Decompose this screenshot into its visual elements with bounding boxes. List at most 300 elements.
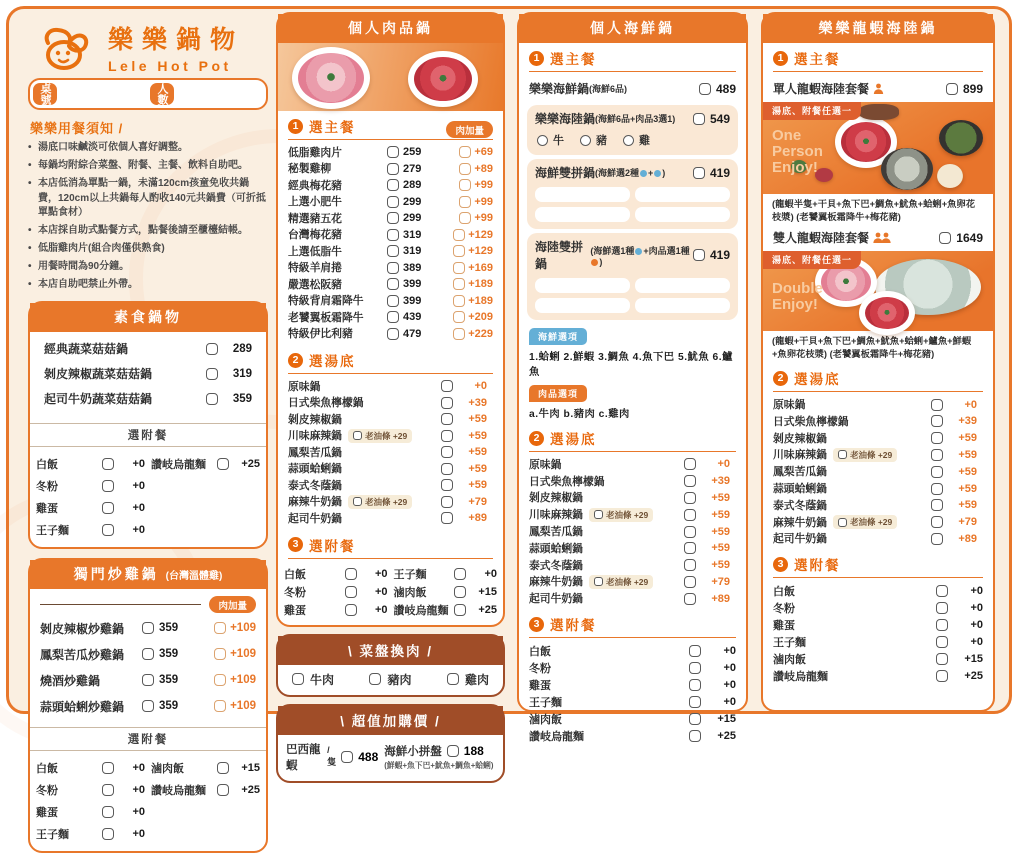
soup-name: 起司牛奶鍋 — [773, 533, 827, 546]
oil-stick-addon[interactable] — [348, 495, 412, 509]
side-price: +0 — [132, 502, 145, 514]
side-price: +0 — [723, 678, 736, 691]
side-price: +15 — [478, 585, 497, 598]
combo-choice-slots — [535, 278, 730, 313]
checkbox[interactable] — [387, 262, 399, 274]
soup-name: 起司牛奶鍋 — [288, 512, 342, 525]
vegetarian-items — [30, 332, 266, 419]
item-name: 樂樂海鮮鍋 — [529, 82, 590, 96]
checkbox[interactable] — [387, 295, 399, 307]
notice-item: • 本店採自助式點餐方式，點餐後請至櫃檯結帳。 — [28, 224, 268, 239]
checkbox-add-meat[interactable] — [214, 622, 226, 634]
soup-name: 原味鍋 — [773, 399, 806, 412]
checkbox[interactable] — [684, 559, 696, 571]
step-label: 選湯底 — [550, 432, 597, 447]
checkbox[interactable] — [693, 167, 705, 179]
chicken-items — [30, 615, 266, 723]
item-price: 549 — [709, 111, 730, 126]
side-name: 滷肉飯 — [393, 586, 427, 599]
soup-row — [278, 461, 503, 478]
radio[interactable] — [537, 135, 548, 146]
seafood-combo1-block — [527, 159, 738, 229]
checkbox[interactable] — [142, 622, 154, 634]
soup-name: 蒜頭蛤蜊鍋 — [529, 542, 583, 555]
checkbox[interactable] — [931, 483, 943, 495]
checkbox[interactable] — [936, 636, 948, 648]
soup-price: +59 — [468, 479, 487, 492]
combo-choice-input[interactable] — [635, 298, 730, 313]
item-price: 259 — [403, 146, 422, 159]
checkbox[interactable] — [931, 533, 943, 545]
seafood-sides — [519, 640, 746, 746]
sides-left-col — [36, 453, 145, 541]
checkbox[interactable] — [345, 604, 357, 616]
checkbox-add-meat[interactable] — [459, 196, 471, 208]
item-add-price: +99 — [474, 212, 493, 225]
checkbox[interactable] — [102, 480, 114, 492]
side-price: +0 — [970, 601, 983, 614]
item-name: 上選低脂牛 — [288, 245, 342, 258]
checkbox[interactable] — [102, 828, 114, 840]
checkbox[interactable] — [454, 586, 466, 598]
radio[interactable] — [623, 135, 634, 146]
soup-row — [278, 494, 503, 511]
sides-left-col — [284, 565, 388, 619]
item-name: 台灣梅花豬 — [288, 229, 342, 242]
chicken-card-title — [30, 560, 266, 589]
checkbox[interactable] — [387, 229, 399, 241]
step1-header — [278, 111, 503, 138]
checkbox[interactable] — [689, 679, 701, 691]
side-name: 雞蛋 — [284, 604, 306, 617]
soup-row — [278, 444, 503, 461]
item-add-price: +129 — [468, 228, 493, 241]
soup-price: +0 — [964, 398, 977, 411]
side-name: 讚岐烏龍麵 — [151, 785, 206, 797]
item-add-price: +129 — [468, 245, 493, 258]
party-size-input[interactable] — [178, 83, 263, 105]
oil-stick-addon[interactable] — [589, 508, 653, 522]
double-set-row — [763, 226, 993, 251]
soup-name: 鳳梨苦瓜鍋 — [529, 526, 583, 539]
soup-price: +39 — [468, 396, 487, 409]
swap-option — [447, 671, 489, 688]
step-number: 1 — [773, 51, 788, 66]
one-person-icon — [873, 83, 946, 95]
checkbox[interactable] — [931, 449, 943, 461]
side-name: 雞蛋 — [36, 503, 58, 515]
checkbox[interactable] — [684, 458, 696, 470]
soup-price: +59 — [958, 432, 977, 445]
checkbox[interactable] — [441, 463, 453, 475]
radio-option — [623, 132, 650, 148]
combo-choice-input[interactable] — [635, 187, 730, 202]
checkbox[interactable] — [441, 430, 453, 442]
soup-row — [519, 523, 746, 540]
item-price: 319 — [403, 245, 422, 258]
checkbox[interactable] — [387, 179, 399, 191]
step-number: 1 — [288, 119, 303, 134]
soup-name: 泰式冬蔭鍋 — [529, 559, 583, 572]
side-item-row — [36, 801, 145, 823]
checkbox[interactable] — [206, 368, 218, 380]
checkbox[interactable] — [838, 450, 847, 459]
item-name: 樂樂海陸鍋 — [535, 112, 596, 126]
side-price: +25 — [964, 669, 983, 682]
soup-name: 麻辣牛奶鍋 — [773, 516, 827, 529]
step-number: 3 — [773, 557, 788, 572]
side-price: +0 — [723, 695, 736, 708]
checkbox[interactable] — [102, 502, 114, 514]
soup-row — [763, 396, 993, 413]
lobster-photo — [859, 104, 899, 120]
veg-swap-card — [276, 634, 505, 697]
checkbox[interactable] — [936, 653, 948, 665]
side-price: +15 — [241, 762, 260, 774]
item-price: 399 — [403, 294, 422, 307]
soup-row — [763, 447, 993, 464]
addon-name: 巴西龍蝦 — [286, 743, 321, 772]
menu-item-row — [278, 309, 503, 326]
side-name: 冬粉 — [773, 602, 795, 615]
side-price: +0 — [132, 458, 145, 470]
side-price: +15 — [964, 652, 983, 665]
addon-note: (鮮蝦+魚下巴+魷魚+鯛魚+蛤蜊) — [384, 760, 494, 770]
chicken-subtitle: (台灣溫體雞) — [165, 571, 223, 582]
divider-line — [773, 391, 983, 392]
menu-item-row — [40, 386, 256, 411]
oil-stick-label: 老油條 +29 — [849, 517, 893, 528]
soup-row — [763, 514, 993, 531]
photo-ribbon: 湯底、附餐任選一 — [763, 251, 861, 269]
checkbox[interactable] — [217, 784, 229, 796]
soup-row — [519, 574, 746, 591]
soup-row — [763, 430, 993, 447]
checkbox[interactable] — [217, 458, 229, 470]
meat-add-badge: 肉加量 — [446, 121, 493, 138]
checkbox[interactable] — [936, 602, 948, 614]
column-meat-pot — [276, 12, 505, 772]
combo-choice-slots — [535, 187, 730, 222]
checkbox[interactable] — [341, 751, 353, 763]
side-price: +25 — [478, 603, 497, 616]
checkbox[interactable] — [102, 806, 114, 818]
checkbox[interactable] — [353, 497, 362, 506]
sides-right-col — [151, 757, 260, 845]
checkbox[interactable] — [387, 245, 399, 257]
checkbox-add-meat[interactable] — [453, 262, 465, 274]
checkbox-add-meat[interactable] — [453, 311, 465, 323]
item-price: 289 — [403, 179, 422, 192]
step-label: 選主餐 — [794, 52, 841, 67]
checkbox[interactable] — [353, 431, 362, 440]
checkbox-add-meat[interactable] — [459, 146, 471, 158]
checkbox[interactable] — [594, 510, 603, 519]
checkbox[interactable] — [684, 509, 696, 521]
swap-option — [292, 671, 334, 688]
seafood-options-list: 1.蛤蜊 2.鮮蝦 3.鯛魚 4.魚下巴 5.魷魚 6.鱸魚 — [529, 352, 733, 378]
single-set-row — [763, 74, 993, 102]
item-add-price: +109 — [230, 700, 256, 712]
checkbox[interactable] — [387, 196, 399, 208]
checkbox[interactable] — [102, 784, 114, 796]
side-name: 滷肉飯 — [151, 763, 184, 775]
checkbox[interactable] — [387, 146, 399, 158]
oil-stick-addon[interactable] — [589, 575, 653, 589]
checkbox[interactable] — [447, 673, 459, 685]
divider-line — [288, 558, 493, 559]
checkbox[interactable] — [142, 648, 154, 660]
side-name: 王子麵 — [773, 636, 806, 649]
notice-item: • 本店低消為單點一鍋，未滿120cm孩童免收共鍋費，120cm以上共鍋每人酌收140元共鍋費（可折抵單點食材） — [28, 177, 268, 221]
item-name: 剝皮辣椒炒雞鍋 — [40, 621, 125, 636]
addon-price: 188 — [463, 743, 484, 758]
soup-name: 原味鍋 — [529, 458, 562, 471]
step-label: 選主餐 — [550, 52, 597, 67]
side-item-row — [284, 583, 388, 601]
menu-item-row — [30, 641, 266, 667]
checkbox[interactable] — [693, 113, 705, 125]
combo-choice-input[interactable] — [635, 278, 730, 293]
addon-unit: /隻 — [327, 745, 337, 767]
checkbox[interactable] — [387, 311, 399, 323]
checkbox[interactable] — [441, 496, 453, 508]
checkbox[interactable] — [931, 432, 943, 444]
checkbox-add-meat[interactable] — [214, 648, 226, 660]
checkbox[interactable] — [102, 762, 114, 774]
checkbox[interactable] — [102, 524, 114, 536]
checkbox[interactable] — [447, 745, 459, 757]
combo-choice-input[interactable] — [535, 207, 630, 222]
side-item-row — [519, 659, 746, 676]
side-price: +0 — [484, 567, 497, 580]
checkbox-add-meat[interactable] — [453, 328, 465, 340]
checkbox[interactable] — [693, 249, 705, 261]
divider-line — [288, 373, 493, 374]
checkbox[interactable] — [684, 475, 696, 487]
side-name: 冬粉 — [529, 662, 551, 675]
checkbox[interactable] — [939, 232, 951, 244]
step3-header — [278, 530, 503, 557]
soup-name: 川味麻辣鍋 — [773, 449, 827, 462]
checkbox[interactable] — [689, 645, 701, 657]
menu-item-row — [278, 227, 503, 244]
checkbox[interactable] — [441, 397, 453, 409]
soup-list — [278, 376, 503, 530]
side-item-row — [763, 650, 993, 667]
hot-pot-photo — [881, 148, 933, 190]
checkbox-add-meat[interactable] — [214, 674, 226, 686]
checkbox[interactable] — [936, 619, 948, 631]
checkbox-add-meat[interactable] — [459, 212, 471, 224]
item-price: 299 — [403, 195, 422, 208]
checkbox[interactable] — [142, 700, 154, 712]
soup-name: 蒜頭蛤蜊鍋 — [773, 483, 827, 496]
item-name: 燒酒炒雞鍋 — [40, 673, 101, 688]
vegetarian-card-title: 素食鍋物 — [30, 303, 266, 332]
checkbox[interactable] — [689, 730, 701, 742]
checkbox[interactable] — [387, 212, 399, 224]
checkbox-add-meat[interactable] — [453, 295, 465, 307]
checkbox[interactable] — [454, 568, 466, 580]
combo-choice-input[interactable] — [535, 298, 630, 313]
swap-option-label: 牛肉 — [310, 672, 335, 687]
blue-dot — [635, 248, 642, 255]
beef-plate-photo — [408, 51, 478, 107]
side-name: 讚岐烏龍麵 — [151, 459, 206, 471]
side-item-row — [36, 453, 145, 475]
checkbox-add-meat[interactable] — [459, 163, 471, 175]
radio-option — [537, 132, 564, 148]
party-size-label: 人數 — [150, 83, 174, 105]
step-number: 2 — [529, 431, 544, 446]
side-item-row — [519, 642, 746, 659]
step1-header — [763, 43, 993, 70]
checkbox-add-meat[interactable] — [453, 229, 465, 241]
addon-title: \ 超值加購價 / — [278, 706, 503, 735]
checkbox[interactable] — [931, 499, 943, 511]
checkbox[interactable] — [931, 399, 943, 411]
checkbox[interactable] — [206, 343, 218, 355]
checkbox[interactable] — [689, 713, 701, 725]
side-item-row — [36, 475, 145, 497]
menu-item-row — [278, 276, 503, 293]
item-price: 399 — [403, 278, 422, 291]
checkbox[interactable] — [946, 83, 958, 95]
side-price: +0 — [132, 480, 145, 492]
side-name: 滷肉飯 — [773, 653, 806, 666]
checkbox[interactable] — [689, 696, 701, 708]
checkbox[interactable] — [345, 586, 357, 598]
soup-row — [519, 456, 746, 473]
checkbox[interactable] — [142, 674, 154, 686]
checkbox[interactable] — [931, 516, 943, 528]
checkbox-add-meat[interactable] — [453, 245, 465, 257]
checkbox[interactable] — [684, 593, 696, 605]
checkbox[interactable] — [387, 328, 399, 340]
item-add-price: +69 — [474, 146, 493, 159]
radio[interactable] — [580, 135, 591, 146]
checkbox[interactable] — [931, 415, 943, 427]
notice-item: • 湯底口味鹹淡可依個人喜好調整。 — [28, 141, 268, 156]
side-price: +0 — [132, 828, 145, 840]
side-name: 白飯 — [284, 568, 306, 581]
side-name: 讚岐烏龍麵 — [529, 730, 584, 743]
menu-item-row — [30, 667, 266, 693]
combo-choice-input[interactable] — [535, 187, 630, 202]
item-name: 海陸雙拼鍋 — [535, 240, 584, 271]
item-name: 秘製雞柳 — [288, 163, 332, 176]
checkbox[interactable] — [684, 492, 696, 504]
checkbox[interactable] — [387, 163, 399, 175]
checkbox[interactable] — [684, 526, 696, 538]
checkbox[interactable] — [102, 458, 114, 470]
checkbox[interactable] — [441, 380, 453, 392]
checkbox-add-meat[interactable] — [453, 278, 465, 290]
side-item-row — [36, 757, 145, 779]
meat-pot-title: 個人肉品鍋 — [278, 14, 503, 43]
soup-price: +59 — [711, 525, 730, 538]
single-set-description: (龍蝦半隻+干貝+魚下巴+鯛魚+魷魚+蛤蜊+魚卵花枝漿) (老饕翼板霜降牛+梅花豬) — [772, 199, 976, 222]
side-price: +0 — [132, 762, 145, 774]
checkbox[interactable] — [345, 568, 357, 580]
soup-row — [278, 428, 503, 445]
chicken-title-text: 獨門炒雞鍋 — [73, 566, 159, 582]
checkbox[interactable] — [441, 446, 453, 458]
soup-row — [278, 477, 503, 494]
oil-stick-label: 老油條 +29 — [605, 576, 649, 587]
combo-choice-input[interactable] — [535, 278, 630, 293]
divider-line — [529, 71, 736, 72]
checkbox[interactable] — [594, 577, 603, 586]
side-price: +0 — [970, 584, 983, 597]
side-price: +15 — [717, 712, 736, 725]
checkbox[interactable] — [387, 278, 399, 290]
side-item-row — [394, 565, 498, 583]
combo-choice-input[interactable] — [635, 207, 730, 222]
checkbox[interactable] — [684, 576, 696, 588]
checkbox-add-meat[interactable] — [214, 700, 226, 712]
soup-row — [763, 497, 993, 514]
checkbox[interactable] — [838, 518, 847, 527]
oil-stick-addon[interactable] — [348, 429, 412, 443]
side-item-row — [519, 693, 746, 710]
item-price: 359 — [159, 700, 179, 712]
side-item-row — [763, 582, 993, 599]
menu-item-row — [278, 260, 503, 277]
checkbox[interactable] — [699, 83, 711, 95]
soup-row — [278, 510, 503, 527]
item-name: 蒜頭蛤蜊炒雞鍋 — [40, 699, 125, 714]
checkbox[interactable] — [689, 662, 701, 674]
checkbox[interactable] — [206, 393, 218, 405]
divider-line — [529, 637, 736, 638]
soup-price: +59 — [958, 465, 977, 478]
checkbox[interactable] — [441, 512, 453, 524]
soup-row — [519, 490, 746, 507]
swap-option — [369, 671, 411, 688]
checkbox-add-meat[interactable] — [459, 179, 471, 191]
side-price: +25 — [241, 784, 260, 796]
oil-stick-addon[interactable] — [833, 515, 897, 529]
oil-stick-label: 老油條 +29 — [605, 509, 649, 520]
soup-name: 剝皮辣椒鍋 — [773, 432, 827, 445]
checkbox[interactable] — [292, 673, 304, 685]
item-name: 鳳梨苦瓜炒雞鍋 — [40, 647, 125, 662]
single-set-photo — [763, 102, 993, 194]
blue-dot — [654, 170, 661, 177]
lobster-sides — [763, 580, 993, 686]
soup-price: +59 — [711, 559, 730, 572]
side-name: 雞蛋 — [773, 619, 795, 632]
notice-item: • 低脂雞肉片(組合肉僅供熟食) — [28, 242, 268, 257]
table-number-input[interactable] — [61, 83, 146, 105]
oil-stick-addon[interactable] — [833, 448, 897, 462]
checkbox[interactable] — [369, 673, 381, 685]
checkbox[interactable] — [454, 604, 466, 616]
checkbox[interactable] — [441, 413, 453, 425]
checkbox[interactable] — [684, 542, 696, 554]
checkbox[interactable] — [441, 479, 453, 491]
seafood-pot-card — [517, 12, 748, 743]
lobster-pot-title: 樂樂龍蝦海陸鍋 — [763, 14, 993, 43]
checkbox[interactable] — [936, 670, 948, 682]
pork-plate-photo — [292, 47, 370, 109]
checkbox[interactable] — [217, 762, 229, 774]
checkbox[interactable] — [936, 585, 948, 597]
menu-item-row — [278, 144, 503, 161]
checkbox[interactable] — [931, 466, 943, 478]
